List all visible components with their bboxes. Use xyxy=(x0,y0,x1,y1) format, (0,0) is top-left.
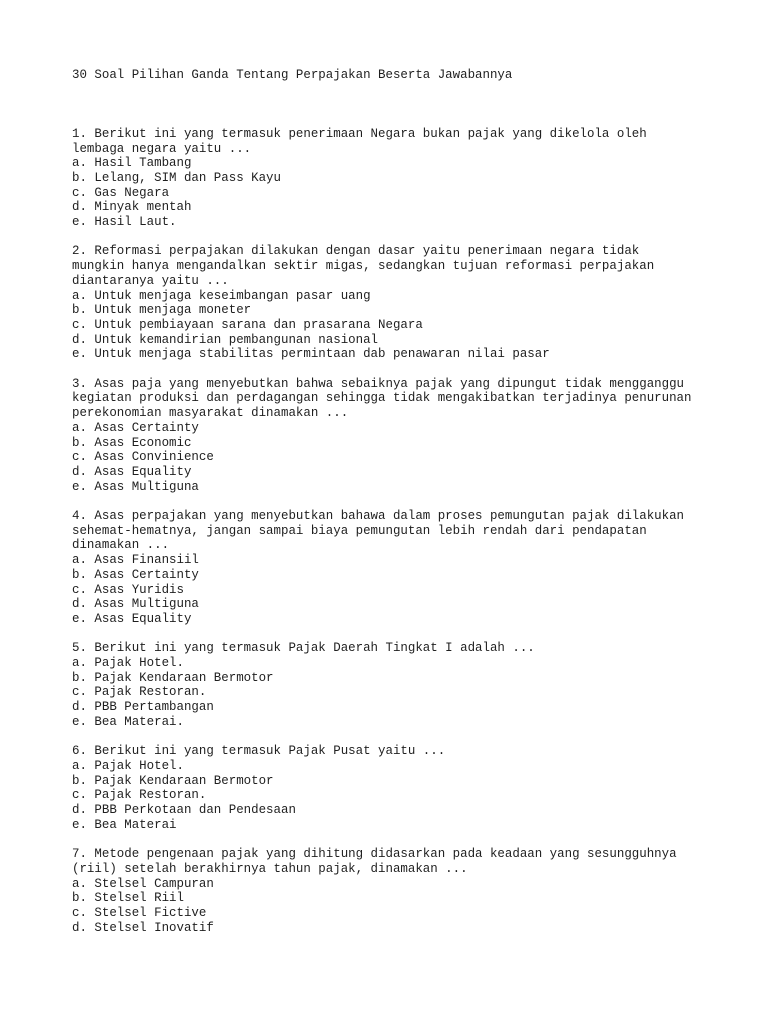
question-text-line: 3. Asas paja yang menyebutkan bahwa sebaiknya pajak yang dipungut tidak mengganggu xyxy=(72,376,685,391)
option-line: a. Untuk menjaga keseimbangan pasar uang xyxy=(72,288,371,303)
question-text-line: dinamakan ... xyxy=(72,538,170,553)
question-block xyxy=(72,377,744,495)
option-line: d. Minyak mentah xyxy=(72,200,192,215)
option-line: e. Untuk menjaga stabilitas permintaan dab penawaran nilai pasar xyxy=(72,347,550,362)
question-text-line: 5. Berikut ini yang termasuk Pajak Daerah Tingkat I adalah ... xyxy=(72,641,535,656)
option-line: e. Asas Multiguna xyxy=(72,479,199,494)
option-line: a. Pajak Hotel. xyxy=(72,758,184,773)
option-line: c. Gas Negara xyxy=(72,185,170,200)
option-line: d. Untuk kemandirian pembangunan nasional xyxy=(72,332,379,347)
question-block xyxy=(72,744,744,832)
question-block xyxy=(72,641,744,729)
option-line: b. Pajak Kendaraan Bermotor xyxy=(72,670,274,685)
option-line: e. Bea Materai xyxy=(72,817,177,832)
questions xyxy=(72,127,744,936)
question-block xyxy=(72,847,744,935)
question-text-line: mungkin hanya mengandalkan sektir migas, sedangkan tujuan reformasi perpajakan xyxy=(72,259,655,274)
option-line: d. Asas Equality xyxy=(72,464,192,479)
option-line: e. Hasil Laut. xyxy=(72,215,177,230)
option-line: a. Stelsel Campuran xyxy=(72,876,214,891)
question-text-line: kegiatan produksi dan perdagangan sehingga tidak mengakibatkan terjadinya penurunan xyxy=(72,391,692,406)
question-text-line: diantaranya yaitu ... xyxy=(72,273,229,288)
question-text-line: 7. Metode pengenaan pajak yang dihitung didasarkan pada keadaan yang sesungguhnya xyxy=(72,847,677,862)
option-line: e. Asas Equality xyxy=(72,611,192,626)
question-text-line: (riil) setelah berakhirnya tahun pajak, dinamakan ... xyxy=(72,861,468,876)
question-text-line: lembaga negara yaitu ... xyxy=(72,141,252,156)
question-text-line: 2. Reformasi perpajakan dilakukan dengan dasar yaitu penerimaan negara tidak xyxy=(72,244,640,259)
option-line: b. Untuk menjaga moneter xyxy=(72,303,252,318)
question-text-line: perekonomian masyarakat dinamakan ... xyxy=(72,406,349,421)
option-line: e. Bea Materai. xyxy=(72,714,184,729)
option-line: b. Lelang, SIM dan Pass Kayu xyxy=(72,170,281,185)
option-line: d. Asas Multiguna xyxy=(72,597,199,612)
question-text-line: sehemat-hematnya, jangan sampai biaya pemungutan lebih rendah dari pendapatan xyxy=(72,523,647,538)
option-line: b. Stelsel Riil xyxy=(72,891,184,906)
option-line: a. Hasil Tambang xyxy=(72,156,192,171)
option-line: d. Stelsel Inovatif xyxy=(72,920,214,935)
question-text-line: 1. Berikut ini yang termasuk penerimaan Negara bukan pajak yang dikelola oleh xyxy=(72,126,647,141)
option-line: c. Stelsel Fictive xyxy=(72,905,207,920)
option-line: c. Pajak Restoran. xyxy=(72,685,207,700)
document-title: 30 Soal Pilihan Ganda Tentang Perpajakan Beserta Jawabannya xyxy=(72,68,513,82)
option-line: a. Asas Finansiil xyxy=(72,553,199,568)
option-line: d. PBB Perkotaan dan Pendesaan xyxy=(72,803,296,818)
question-text-line: 6. Berikut ini yang termasuk Pajak Pusat yaitu ... xyxy=(72,744,446,759)
option-line: a. Pajak Hotel. xyxy=(72,656,184,671)
question-block xyxy=(72,244,744,362)
option-line: d. PBB Pertambangan xyxy=(72,700,214,715)
option-line: c. Asas Yuridis xyxy=(72,582,184,597)
question-block xyxy=(72,509,744,627)
option-line: b. Pajak Kendaraan Bermotor xyxy=(72,773,274,788)
option-line: b. Asas Certainty xyxy=(72,567,199,582)
option-line: c. Asas Convinience xyxy=(72,450,214,465)
option-line: c. Pajak Restoran. xyxy=(72,788,207,803)
question-block xyxy=(72,127,744,230)
option-line: b. Asas Economic xyxy=(72,435,192,450)
option-line: a. Asas Certainty xyxy=(72,420,199,435)
option-line: c. Untuk pembiayaan sarana dan prasarana Negara xyxy=(72,317,423,332)
question-text-line: 4. Asas perpajakan yang menyebutkan bahawa dalam proses pemungutan pajak dilakukan xyxy=(72,509,685,524)
